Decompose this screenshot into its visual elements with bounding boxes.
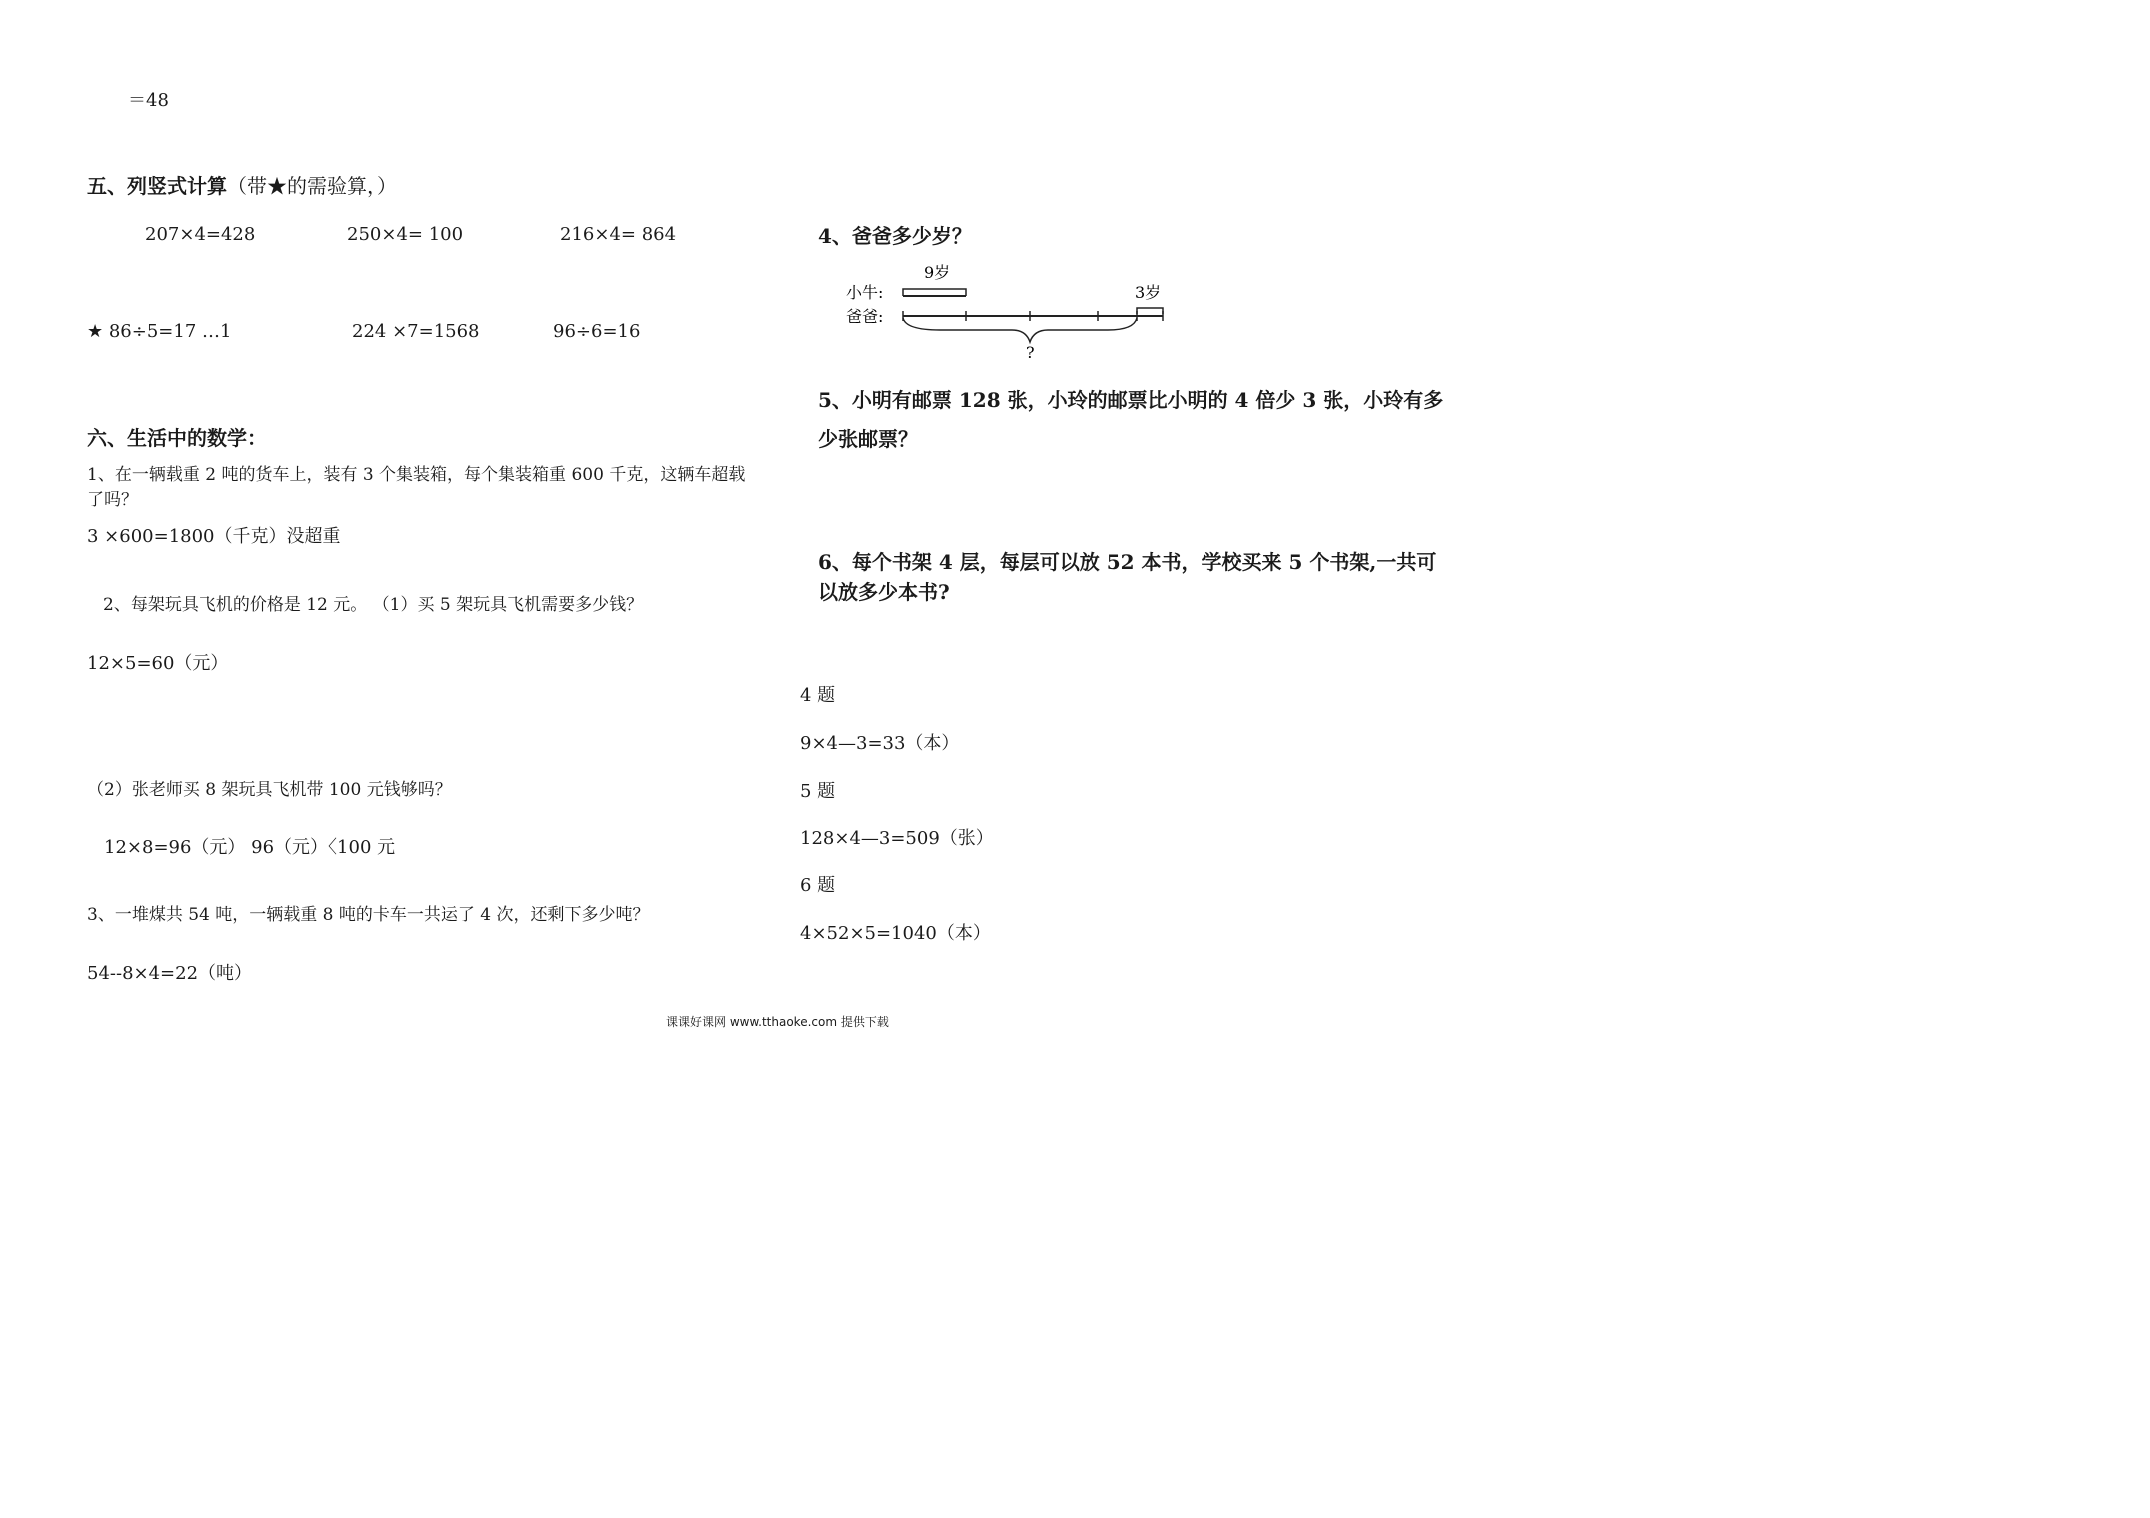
q2-text: 2、每架玩具飞机的价格是 12 元。 （1）买 5 架玩具飞机需要多少钱？ <box>103 595 644 615</box>
q3-text: 3、一堆煤共 54 吨，一辆载重 8 吨的卡车一共运了 4 次，还剩下多少吨？ <box>87 905 650 925</box>
q2-2-answer: 12×8=96（元） 96（元）〈100 元 <box>104 837 396 858</box>
label-baba: 爸爸: <box>846 307 884 326</box>
q5-text-line2: 少张邮票？ <box>818 427 918 451</box>
label-xiaoniu: 小牛: <box>846 283 884 302</box>
line-segment-diagram <box>840 258 1180 364</box>
answer-4: 9×4—3=33（本） <box>800 733 960 754</box>
label-9-years: 9岁 <box>924 263 951 282</box>
q6-text-line1: 6、每个书架 4 层，每层可以放 52 本书，学校买来 5 个书架,一共可 <box>818 550 1437 574</box>
footer-source: 课课好课网 www.tthaoke.com 提供下载 <box>666 1015 889 1029</box>
q1-answer: 3 ×600=1800（千克）没超重 <box>87 526 341 547</box>
q4-title: 4、爸爸多少岁？ <box>818 224 972 248</box>
calc-row1-item2: 250×4= 100 <box>347 224 464 245</box>
calc-row2-item1: ★ 86÷5=17 …1 <box>87 321 232 342</box>
calc-row1-item3: 216×4= 864 <box>560 224 677 245</box>
section5-heading <box>87 176 397 196</box>
q2-2-text: （2）张老师买 8 架玩具飞机带 100 元钱够吗？ <box>87 780 452 800</box>
q1-text-line2: 了吗？ <box>87 490 138 510</box>
q3-answer: 54--8×4=22（吨） <box>87 963 253 984</box>
section5-note: （带★的需验算，） <box>227 174 397 198</box>
label-question: ? <box>1026 343 1035 362</box>
calc-row2-item2: 224 ×7=1568 <box>352 321 480 342</box>
section6-title: 六、生活中的数学： <box>87 426 267 450</box>
calc-row1-item1: 207×4=428 <box>145 224 256 245</box>
answer-heading-5: 5 题 <box>800 781 836 802</box>
answer-5: 128×4—3=509（张） <box>800 828 994 849</box>
answer-heading-4: 4 题 <box>800 685 836 706</box>
answer-heading-6: 6 题 <box>800 875 836 896</box>
calc-row2-item3: 96÷6=16 <box>553 321 641 342</box>
q6-text-line2: 以放多少本书? <box>818 580 950 604</box>
brace-total <box>903 318 1137 342</box>
section5-title: 五、列竖式计算 <box>87 174 227 198</box>
brace-3-years <box>1137 308 1163 314</box>
answer-6: 4×52×5=1040（本） <box>800 923 991 944</box>
q1-text-line1: 1、在一辆载重 2 吨的货车上，装有 3 个集装箱，每个集装箱重 600 千克，这辆车超载 <box>87 465 746 485</box>
brace-9-years <box>903 289 966 296</box>
carry-line: ＝48 <box>128 90 169 111</box>
label-3-years: 3岁 <box>1135 283 1162 302</box>
q5-text-line1: 5、小明有邮票 128 张，小玲的邮票比小明的 4 倍少 3 张，小玲有多 <box>818 388 1444 412</box>
q2-1-answer: 12×5=60（元） <box>87 653 229 674</box>
